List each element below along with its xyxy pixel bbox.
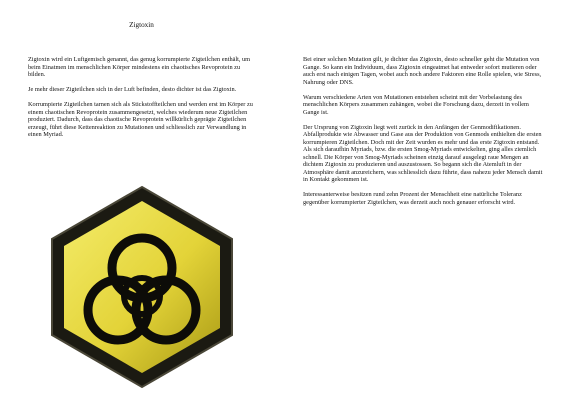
right-page bbox=[283, 0, 566, 400]
paragraph: Korrumpierte Zigteilchen tarnen sich als Stickstoffteilchen und werden erst im Körper zu einem chaotischen Revoprotein zusammengesetzt, welches wiederum neue Zigteilchen produziert. Dadurch, dass das chaotische Revoprotein willkürlich geprägte Zigteilchen erzeugt, führt diese Kettenreaktion zu Mutationen und schliesslich zur Verwandlung in einen Myriad. bbox=[28, 101, 253, 138]
paragraph: Warum verschiedene Arten von Mutationen entstehen scheint mit der Vorbelastung des menschlichen Körpers zusammen zuhängen, wobei die Forschung dazu, derzeit in vollem Gange ist. bbox=[303, 93, 529, 116]
right-text-column bbox=[303, 56, 543, 214]
paragraph: Der Ursprung von Zigtoxin liegt weit zurück in den Anfängen der Genmodifikationen. Abfallprodukte wie Abwasser und Gase aus der Produktion von Genmods enthielten die ersten korrumpieren Zigteilchen. Doch mit der Zeit wurden es mehr und das erste Zigtoxin entstand. Als sich daraufhin Myriads, bzw. die ersten Smog-Myriads entwickelten, ging alles ziemlich schnell. Die Körper von Smog-Myriads scheinen einzig darauf ausgelegt raue Mengen an dichtem Zigtoxin zu produzieren und auszustossen. So begann sich die Atemluft in der Atmosphäre damit anzureichern, was schliesslich dazu führte, dass nahezu jeder Mensch damit in Kontakt gekommen ist. bbox=[303, 123, 543, 183]
paragraph: Zigtoxin wird ein Luftgemisch genannt, das genug korrumpierte Zigteilchen enthält, um beim Einatmen im menschlichen Körper mindestens ein chaotisches Revoprotein zu bilden. bbox=[28, 56, 251, 78]
page-title: Zigtoxin bbox=[129, 21, 154, 29]
paragraph: Je mehr dieser Zigteilchen sich in der Luft befinden, desto dichter ist das Zigtoxin. bbox=[28, 86, 237, 93]
left-text-column bbox=[28, 56, 256, 146]
biohazard-hexagon-icon bbox=[48, 184, 236, 390]
paragraph: Interessanterweise besitzen rund zehn Prozent der Menschheit eine natürliche Toleranz gegenüber korrumpierter Zigteilchen, was derzeit auch noch genauer erforscht wird. bbox=[303, 191, 522, 206]
paragraph: Bei einer solchen Mutation gilt, je dichter das Zigtoxin, desto schneller geht die Mutation von Gange. So kann ein Individuum, dass Zigtoxin eingeatmet hat entweder sofort mutieren oder auch erst nach einigen Tagen, wobei auch noch andere Faktoren eine Rolle spielen, wie Stress, Nahrung oder DNS. bbox=[303, 56, 542, 86]
